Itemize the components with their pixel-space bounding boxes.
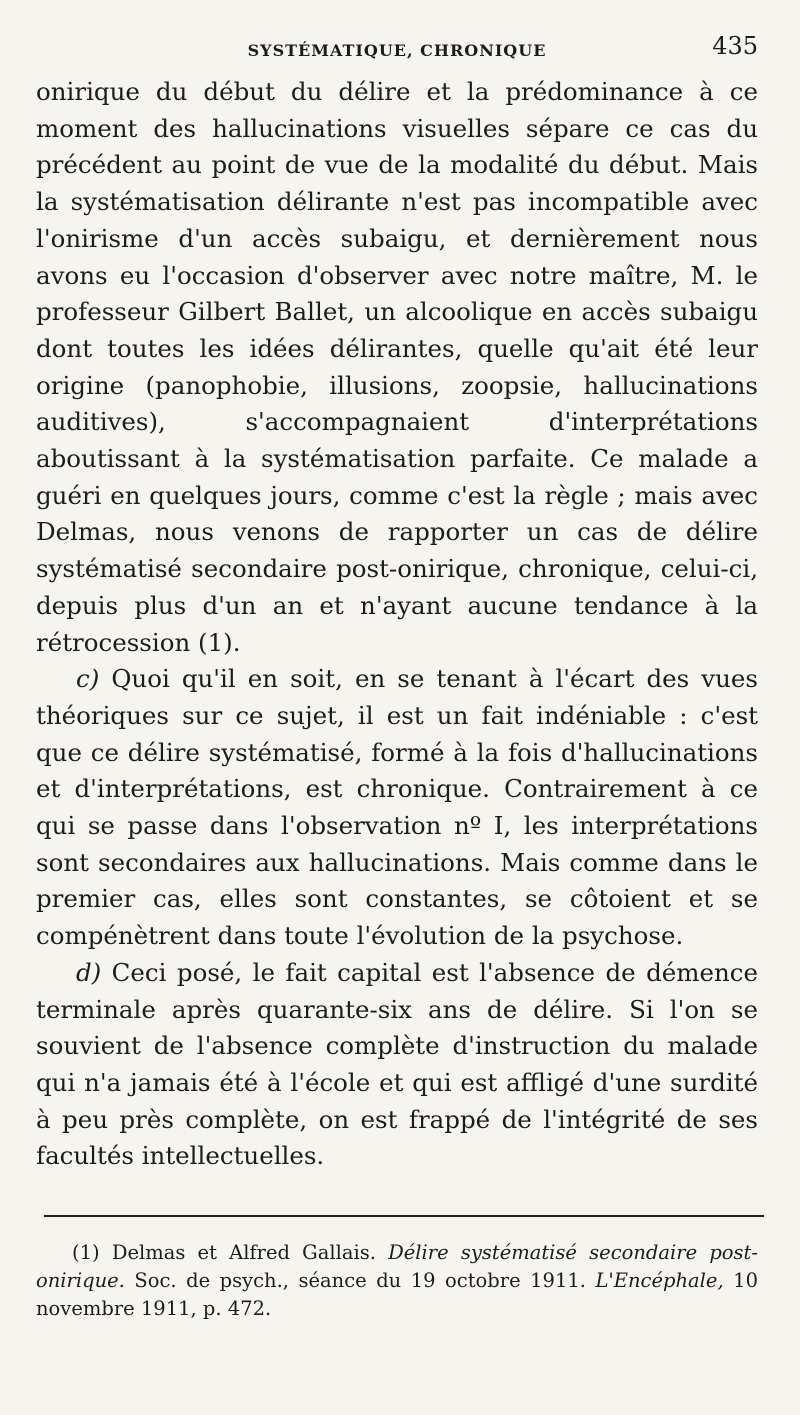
footnote-journal: L'Encéphale, (595, 1269, 724, 1293)
footnote (36, 1239, 758, 1323)
running-head: SYSTÉMATIQUE, CHRONIQUE (247, 40, 547, 60)
paragraph-c-text: Quoi qu'il en soit, en se tenant à l'écart des vues théoriques sur ce sujet, il est un fait indéniable : c'est que ce délire systématisé, formé à la fois d'hallucinations et d'interprétations, est chronique. Contrairement à ce qui se passe dans l'observation nº I, les interprétations sont secondaires aux hallucinations. Mais comme dans le premier cas, elles sont constantes, se côtoient et se compénètrent dans toute l'évolution de la psychose. (36, 664, 758, 951)
footnote-lead: (1) Delmas et Alfred Gallais. (72, 1241, 389, 1265)
footnote-tail: 10 novembre 1911, p. 472. (36, 1269, 758, 1321)
paragraph-1: onirique du début du délire et la prédominance à ce moment des hallucinations visuelles sépare ce cas du précédent au point de vue de la modalité du début. Mais la systématisation délirante n'est pas incompatible avec l'onirisme d'un accès subaigu, et dernièrement nous avons eu l'occasion d'observer avec notre maître, M. le professeur Gilbert Ballet, un alcoolique en accès subaigu dont toutes les idées délirantes, quelle qu'ait été leur origine (panophobie, illusions, zoopsie, hallucinations auditives), s'accompagnaient d'interprétations aboutissant à la systématisation parfaite. Ce malade a guéri en quelques jours, comme c'est la règle ; mais avec Delmas, nous venons de rapporter un cas de délire systématisé secondaire post-onirique, chronique, celui-ci, depuis plus d'un an et n'ayant aucune tendance à la rétrocession (1). (36, 77, 758, 657)
paragraph-d (36, 955, 758, 1175)
paragraph-c (36, 661, 758, 955)
paragraph-d-marker: d) (76, 957, 102, 987)
main-text (36, 74, 758, 1175)
paragraph-c-marker: c) (76, 664, 100, 694)
page-header (36, 28, 758, 72)
paragraph-d-text: Ceci posé, le fait capital est l'absence de démence terminale après quarante-six ans de délire. Si l'on se souvient de l'absence complète d'instruction du malade qui n'a jamais été à l'école et qui est affligé d'une surdité à peu près complète, on est frappé de l'intégrité de ses facultés intellectuelles. (36, 957, 758, 1171)
footnote-divider (44, 1215, 764, 1217)
page-number: 435 (712, 32, 758, 60)
footnote-text (36, 1239, 758, 1323)
footnote-middle: Soc. de psych., séance du 19 octobre 1911. (124, 1269, 596, 1293)
footnote-title: Délire systématisé secondaire post-onirique. (36, 1241, 758, 1293)
